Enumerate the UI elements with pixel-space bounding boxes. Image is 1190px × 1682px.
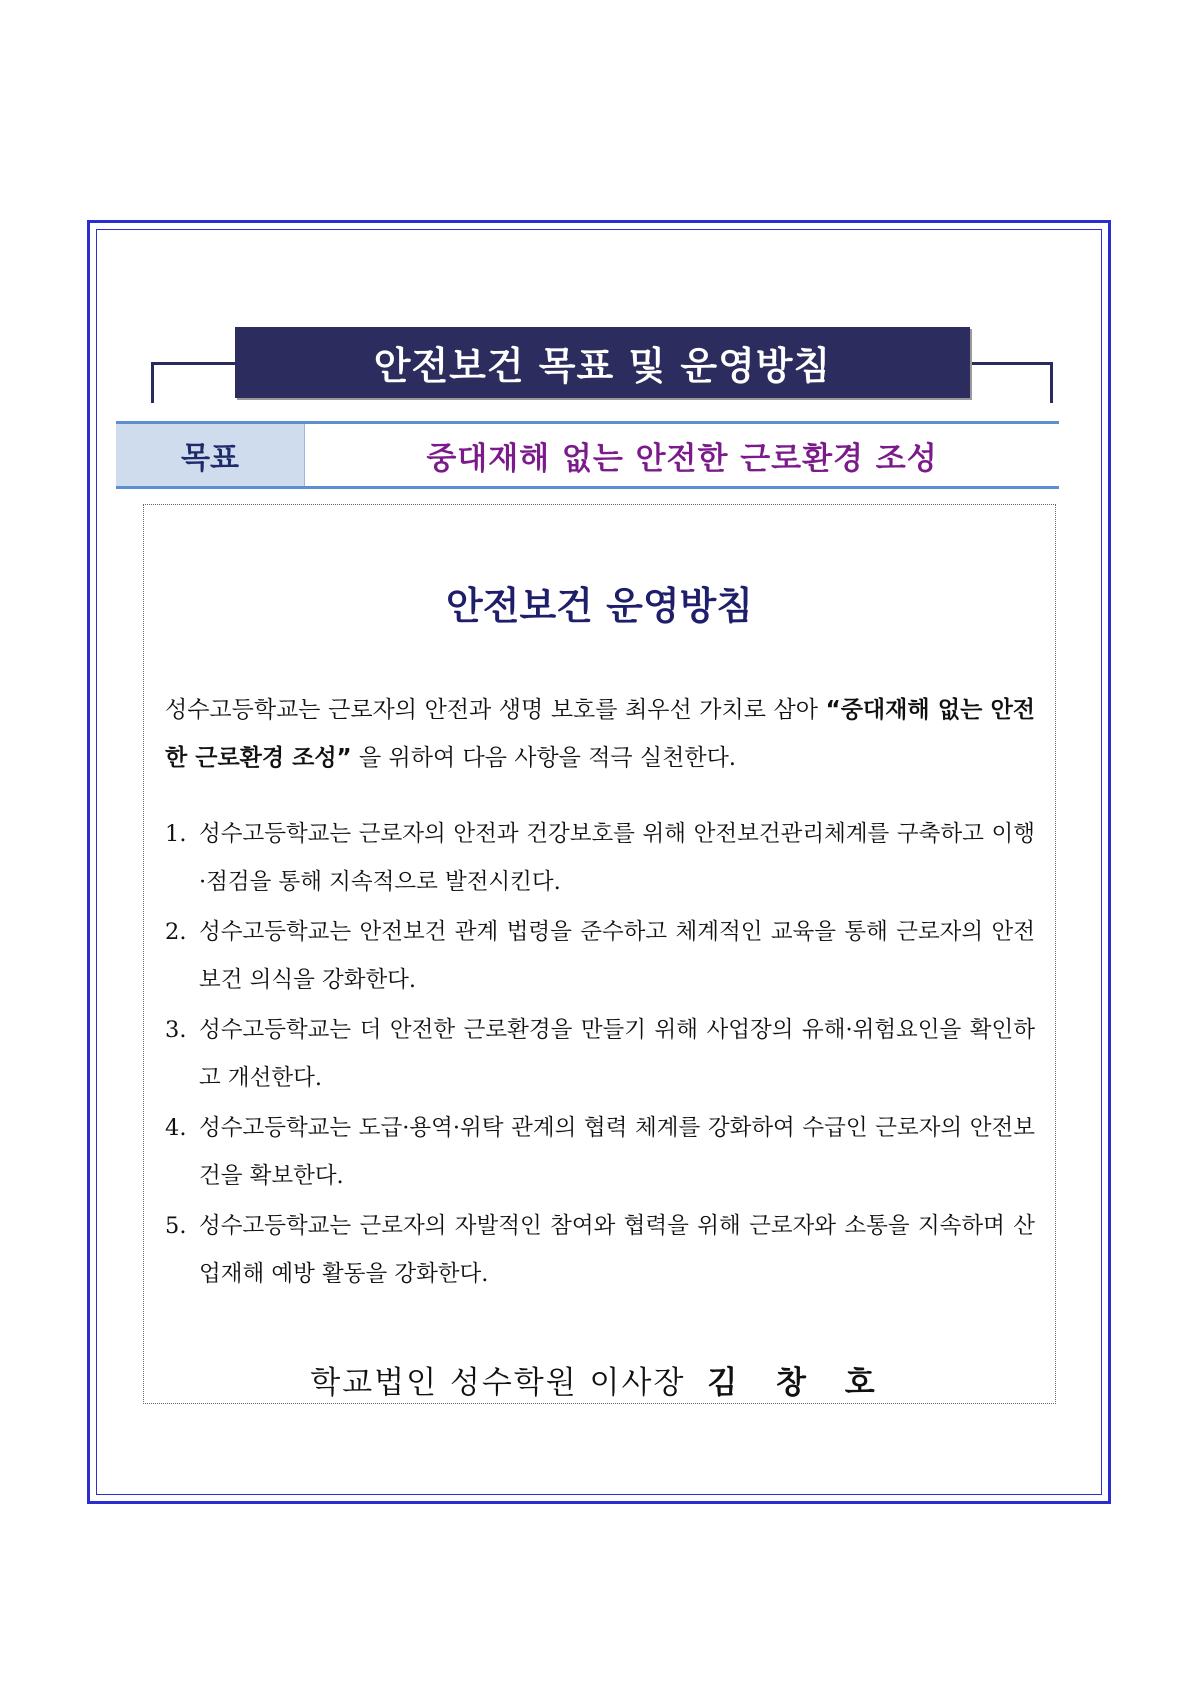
policy-item-text: 성수고등학교는 근로자의 자발적인 참여와 협력을 위해 근로자와 소통을 지속하며 산업재해 예방 활동을 강화한다. xyxy=(199,1213,1035,1287)
page-title: 안전보건 목표 및 운영방침 xyxy=(373,344,832,388)
intro-text-after: 을 위하여 다음 사항을 적극 실천한다. xyxy=(351,745,737,771)
title-bracket-left xyxy=(151,362,238,403)
policy-item-number: 3. xyxy=(165,1017,187,1043)
policy-box xyxy=(143,504,1056,1404)
policy-item xyxy=(165,1202,1035,1298)
policy-item-text: 성수고등학교는 안전보건 관계 법령을 준수하고 체계적인 교육을 통해 근로자의 안전보건 의식을 강화한다. xyxy=(199,919,1035,993)
policy-item-number: 4. xyxy=(165,1115,187,1141)
policy-item-text: 성수고등학교는 도급·용역·위탁 관계의 협력 체계를 강화하여 수급인 근로자의 안전보건을 확보한다. xyxy=(199,1115,1035,1189)
policy-item xyxy=(165,1104,1035,1200)
intro-quote: “중대재해 없는 안전한 근로환경 조성” xyxy=(165,697,1036,771)
intro-text-before: 성수고등학교는 근로자의 안전과 생명 보호를 최우선 가치로 삼아 xyxy=(165,697,826,723)
policy-heading: 안전보건 운영방침 xyxy=(446,584,753,628)
policy-list xyxy=(165,810,1035,1300)
policy-item-text: 성수고등학교는 더 안전한 근로환경을 만들기 위해 사업장의 유해·위험요인을 확인하고 개선한다. xyxy=(199,1017,1035,1091)
signature xyxy=(144,1357,1055,1402)
goal-value: 중대재해 없는 안전한 근로환경 조성 xyxy=(426,440,938,477)
policy-item-number: 2. xyxy=(165,919,187,945)
signature-name: 김 창 호 xyxy=(707,1365,889,1401)
policy-item xyxy=(165,1006,1035,1102)
policy-item-number: 1. xyxy=(165,821,187,847)
policy-item xyxy=(165,810,1035,906)
title-banner xyxy=(235,327,970,398)
goal-row xyxy=(116,421,1059,489)
signature-org: 학교법인 성수학원 이사장 xyxy=(310,1365,686,1401)
policy-item-text: 성수고등학교는 근로자의 안전과 건강보호를 위해 안전보건관리체계를 구축하고 이행·점검을 통해 지속적으로 발전시킨다. xyxy=(199,821,1035,895)
title-bracket-right xyxy=(970,362,1053,403)
goal-label: 목표 xyxy=(116,424,305,486)
policy-item xyxy=(165,908,1035,1004)
policy-item-number: 5. xyxy=(165,1213,187,1239)
policy-intro xyxy=(165,686,1035,782)
